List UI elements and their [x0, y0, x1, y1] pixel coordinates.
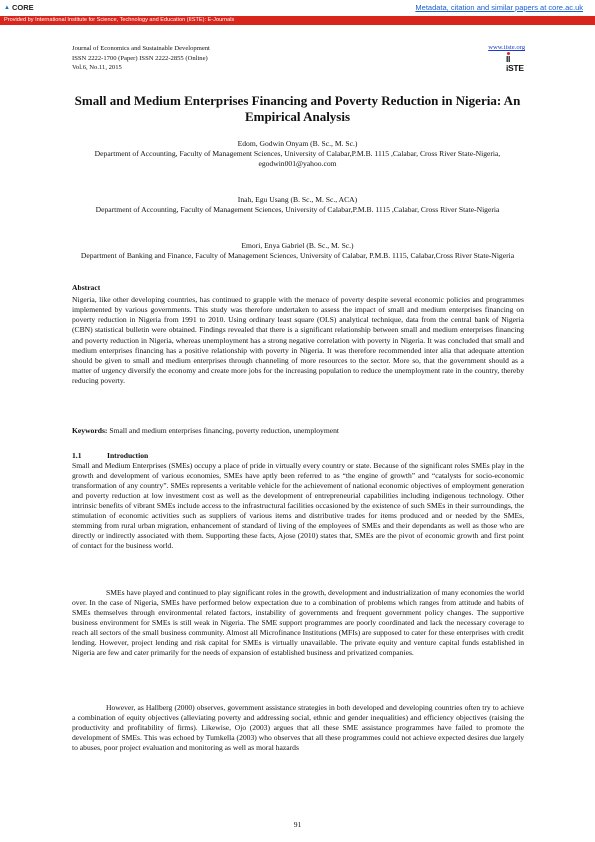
author-affiliation: Department of Banking and Finance, Faculty of Management Sciences, University of Calabar, P.M.B. 1115, Calabar,Cross River State-Nigeria: [80, 251, 515, 261]
body-paragraph-2: SMEs have played and continued to play significant roles in the growth, development and industrialization of many economies the world over. In the case of Nigeria, SMEs have performed below expectation due to a combination of problems which ranges from attitude and habits of SMEs themselves through environmental related factors, instability of governments and frequent government policy changes. The supportive business environment for SMEs is still weak in Nigeria. The SME support programmes are poorly coordinated and lack the necessary coverage to reach all sectors of the small business community. Almost all Microfinance Institutions (MFIs) are supposed to cater for these enterprises with credit lending. However, project lending and risk capital for SMEs is virtually unavailable. The private equity and venture capital funds established in Nigeria are few and cater primarily for the needs of expansion of established business and privatized companies.: [72, 588, 524, 657]
author-affiliation: Department of Accounting, Faculty of Management Sciences, University of Calabar,P.M.B. 1115 ,Calabar, Cross River State-Nigeria,: [94, 149, 501, 159]
provider-bar-text[interactable]: Provided by International Institute for Science, Technology and Education (IISTE): E-Journals: [4, 17, 235, 23]
section-heading: [72, 451, 148, 460]
section-title: Introduction: [107, 451, 149, 460]
journal-name: Journal of Economics and Sustainable Development: [72, 45, 210, 52]
core-logo[interactable]: [4, 3, 34, 12]
journal-issn: ISSN 2222-1700 (Paper) ISSN 2222-2855 (Online): [72, 54, 208, 62]
journal-info: [72, 44, 210, 73]
iiste-logo: [506, 54, 524, 74]
abstract-text: Nigeria, like other developing countries, has continued to grapple with the menace of poverty despite several economic policies and programmes implemented by various governments. This study was therefore undertaken to assess the impact of small and medium enterprises financing on poverty reduction in Nigeria from 1991 to 2010. Using ordinary least square (OLS) analytical technique, data from the central bank of Nigeria (CBN) statistical bulletin were obtained. Findings revealed that there is a significant relationship between small and medium enterprises financing and poverty reduction in Nigeria, whereas unemployment has a strong negative correlation with poverty in Nigeria. It was concluded that small and medium enterprises financing has a positive relationship with poverty in Nigeria. It was therefore recommended inter alia that adequate attention should be given to small and medium enterprises through channeling of more resources to the sector. More so, that the government should as a matter of urgency diversify the economy and create more jobs for the increasing population to reduce the unemployment rate in the country, thereby reducing poverty.: [72, 295, 524, 385]
core-metadata-link[interactable]: Metadata, citation and similar papers at core.ac.uk: [415, 3, 583, 12]
iiste-logo-bottom: iSTE: [506, 63, 524, 73]
page-number: 91: [293, 820, 302, 829]
paper-title: Small and Medium Enterprises Financing and Poverty Reduction in Nigeria: An Empirical Analysis: [74, 93, 521, 124]
author-block-3: [60, 241, 535, 261]
keywords-list: Small and medium enterprises financing, poverty reduction, unemployment: [109, 426, 339, 435]
body-paragraph-3: However, as Hallberg (2000) observes, government assistance strategies in both developed and developing countries often try to achieve a combination of equity objectives (alleviating poverty and addressing social, ethnic and gender inequalities) and efficiency objectives (raising the productivity and profitability of firms). Likewise, Ojo (2003) argues that all these SME assistance programmes have failed to promote the development of SMEs. This was echoed by Tumkella (2003) who observes that all these programmes could not achieve expected desires due largely to abuses, poor project evaluation and monitoring as well as moral hazards: [72, 703, 524, 752]
core-logo-text: CORE: [11, 3, 34, 12]
author-affiliation: Department of Accounting, Faculty of Management Sciences, University of Calabar,P.M.B. 1115 ,Calabar, Cross River State-Nigeria: [95, 205, 500, 215]
journal-volume: Vol.6, No.11, 2015: [72, 64, 122, 72]
core-header: [0, 0, 595, 16]
author-email: egodwin001@yahoo.com: [258, 159, 337, 169]
core-logo-icon: ▲: [4, 4, 10, 11]
provider-bar: [0, 16, 595, 25]
author-name: Emori, Enya Gabriel (B. Sc., M. Sc.): [241, 241, 354, 250]
author-name: Edom, Godwin Onyam (B. Sc., M. Sc.): [237, 139, 358, 148]
author-block-2: [60, 195, 535, 215]
keywords: [72, 426, 524, 436]
keywords-label: Keywords:: [72, 426, 108, 435]
body-paragraph-1: Small and Medium Enterprises (SMEs) occupy a place of pride in virtually every country or state. Because of the significant roles SMEs play in the growth and development of various economies, SMEs have aptly been referred to as “the engine of growth” and “catalysts for socio-economic transformation of any country”. SMEs represents a veritable vehicle for the achievement of national economic objectives of employment generation and poverty reduction at low investment cost as well as the development of entrepreneurial capabilities including indigenous technology. Other intrinsic benefits of vibrant SMEs include access to the infrastructural facilities occasioned by the existence of such SMEs in their surroundings, the stimulation of economic activities such as suppliers of various items and distributive trades for items produced and or needed by the SMEs, stemming from rural urban migration, enhancement of standard of living of the employees of SMEs and their dependants as well as those who are directly or indirectly associated with them. Supporting these facts, Ajose (2010) states that, SMEs are the pivot of economic growth and first point of contact for the business world.: [72, 461, 524, 550]
iiste-logo-top: II: [506, 54, 511, 64]
author-block-1: [60, 139, 535, 169]
author-name: Inah, Egu Usang (B. Sc., M. Sc., ACA): [237, 195, 358, 204]
abstract-heading: Abstract: [72, 283, 101, 292]
journal-url-link[interactable]: www.iiste.org: [488, 44, 525, 51]
section-number: 1.1: [72, 451, 82, 460]
